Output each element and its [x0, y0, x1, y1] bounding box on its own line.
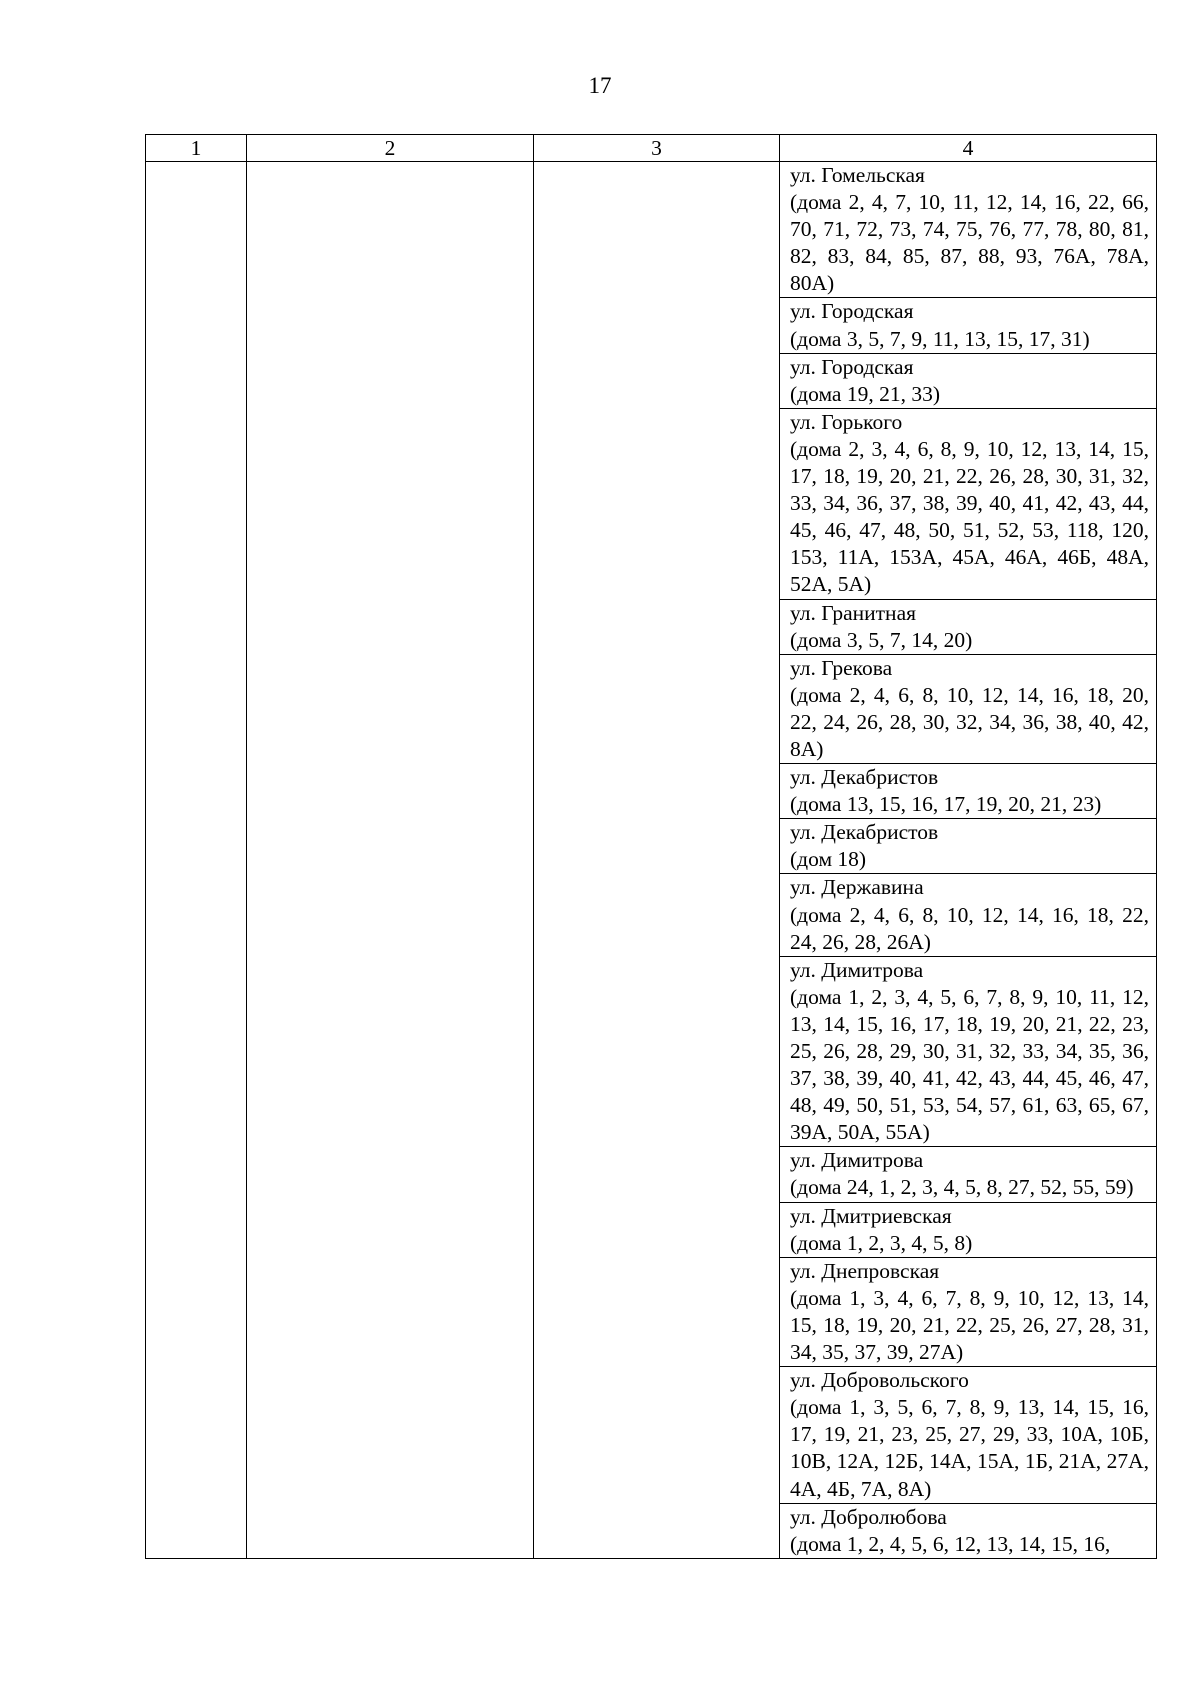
house-numbers: (дома 1, 2, 3, 4, 5, 8)	[790, 1230, 973, 1255]
address-cell	[780, 1147, 1157, 1202]
street-name: ул. Декабристов	[790, 765, 939, 790]
house-numbers: (дома 2, 4, 7, 10, 11, 12, 14, 16, 22, 66, 70, 71, 72, 73, 74, 75, 76, 77, 78, 80, 81, 82, 83, 84, 85, 87, 88, 93, 76А, 78А, 80А)	[790, 190, 1149, 296]
address-cell	[780, 764, 1157, 819]
house-numbers: (дома 24, 1, 2, 3, 4, 5, 8, 27, 52, 55, 59)	[790, 1175, 1134, 1200]
street-name: ул. Грекова	[790, 655, 893, 680]
house-numbers: (дома 19, 21, 33)	[790, 381, 940, 406]
house-numbers: (дома 3, 5, 7, 9, 11, 13, 15, 17, 31)	[790, 326, 1090, 351]
table-header-row	[146, 135, 1157, 162]
street-name: ул. Городская	[790, 299, 914, 324]
address-cell	[780, 1202, 1157, 1257]
address-cell	[780, 408, 1157, 599]
house-numbers: (дома 2, 3, 4, 6, 8, 9, 10, 12, 13, 14, 15, 17, 18, 19, 20, 21, 22, 26, 28, 30, 31, 32, 33, 34, 36, 37, 38, 39, 40, 41, 42, 43, 44, 45, 46, 47, 48, 50, 51, 52, 53, 118, 120, 153, 11А, 153А, 45А, 46А, 46Б, 48А, 52А, 5А)	[790, 436, 1149, 597]
house-numbers: (дома 1, 3, 4, 6, 7, 8, 9, 10, 12, 13, 14, 15, 18, 19, 20, 21, 22, 25, 26, 27, 28, 31, 34, 35, 37, 39, 27А)	[790, 1285, 1149, 1365]
address-cell	[780, 1367, 1157, 1503]
street-name: ул. Державина	[790, 875, 924, 900]
house-numbers: (дом 18)	[790, 847, 867, 872]
empty-cell-col1	[146, 162, 247, 1559]
empty-cell-col2	[247, 162, 534, 1559]
street-name: ул. Димитрова	[790, 957, 924, 982]
house-numbers: (дома 3, 5, 7, 14, 20)	[790, 627, 973, 652]
address-cell	[780, 654, 1157, 763]
house-numbers: (дома 2, 4, 6, 8, 10, 12, 14, 16, 18, 20, 22, 24, 26, 28, 30, 32, 34, 36, 38, 40, 42, 8А)	[790, 682, 1149, 761]
house-numbers: (дома 1, 2, 4, 5, 6, 12, 13, 14, 15, 16,	[790, 1531, 1111, 1556]
address-cell	[780, 956, 1157, 1147]
address-cell	[780, 819, 1157, 874]
address-cell	[780, 353, 1157, 408]
column-header-3: 3	[534, 135, 780, 162]
address-cell	[780, 1503, 1157, 1558]
house-numbers: (дома 2, 4, 6, 8, 10, 12, 14, 16, 18, 22, 24, 26, 28, 26А)	[790, 902, 1149, 954]
address-cell	[780, 162, 1157, 298]
street-name: ул. Добролюбова	[790, 1504, 947, 1529]
address-cell	[780, 599, 1157, 654]
address-table	[145, 134, 1157, 1559]
page-number: 17	[588, 73, 612, 98]
address-cell	[780, 1257, 1157, 1366]
column-header-2: 2	[247, 135, 534, 162]
house-numbers: (дома 1, 2, 3, 4, 5, 6, 7, 8, 9, 10, 11, 12, 13, 14, 15, 16, 17, 18, 19, 20, 21, 22, 23, 25, 26, 28, 29, 30, 31, 32, 33, 34, 35, 36, 37, 38, 39, 40, 41, 42, 43, 44, 45, 46, 47, 48, 49, 50, 51, 53, 54, 57, 61, 63, 65, 67, 39А, 50А, 55А)	[790, 984, 1149, 1145]
table-row	[146, 162, 1157, 298]
column-header-1: 1	[146, 135, 247, 162]
street-name: ул. Дмитриевская	[790, 1203, 952, 1228]
address-cell	[780, 874, 1157, 956]
street-name: ул. Горького	[790, 409, 903, 434]
street-name: ул. Гранитная	[790, 600, 916, 625]
house-numbers: (дома 13, 15, 16, 17, 19, 20, 21, 23)	[790, 792, 1102, 817]
street-name: ул. Димитрова	[790, 1148, 924, 1173]
address-cell	[780, 298, 1157, 353]
street-name: ул. Городская	[790, 354, 914, 379]
street-name: ул. Декабристов	[790, 820, 939, 845]
street-name: ул. Гомельская	[790, 163, 925, 187]
street-name: ул. Днепровская	[790, 1258, 940, 1283]
street-name: ул. Добровольского	[790, 1368, 969, 1393]
house-numbers: (дома 1, 3, 5, 6, 7, 8, 9, 13, 14, 15, 16, 17, 19, 21, 23, 25, 27, 29, 33, 10А, 10Б, 10В, 12А, 12Б, 14А, 15А, 1Б, 21А, 27А, 4А, 4Б, 7А, 8А)	[790, 1395, 1149, 1501]
column-header-4: 4	[780, 135, 1157, 162]
empty-cell-col3	[534, 162, 780, 1559]
